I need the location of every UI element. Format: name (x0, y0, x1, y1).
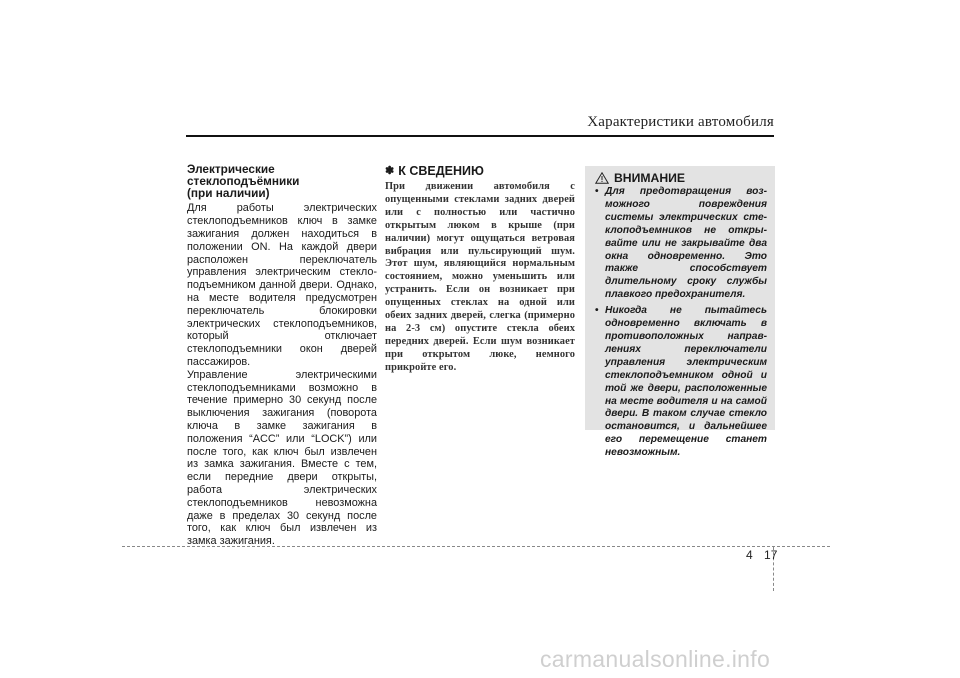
warning-box (585, 166, 775, 459)
bullet-icon: • (595, 305, 599, 317)
warning-item-text: Никогда не пытайтесь одновременно включать в противоположных направ-лениях переключатели управления электрическим стеклоподъемником одной и той же двери, расположенные на месте водителя и на самой двери. В таком случае стекло остановится, и дальнейшее его перемещение станет невозможным. (605, 305, 767, 459)
section-number: 4 (746, 548, 753, 562)
heading-line: (при наличии) (187, 185, 270, 200)
watermark: carmanualsonline.info (540, 646, 771, 672)
warning-title (595, 171, 767, 185)
notice-title-text: К СВЕДЕНИЮ (398, 164, 484, 178)
asterisk-icon: ✽ (385, 165, 395, 177)
body-paragraph: Управление электрическими стеклоподъемниками возможно в течение примерно 30 секунд после выключения зажигания (поворота ключа в замке зажигания в положения “ACC” или “LOCK”) или после того, как ключ был извлечен из замка зажигания. Вместе с тем, если передние двери открыты, работа электрических стеклоподъемников невозможна даже в пределах 30 секунд после того, как ключ был извлечен из замка зажигания. (187, 368, 377, 548)
bullet-icon: • (595, 186, 599, 197)
body-paragraph: Для работы электрических стеклоподъемников ключ в замке зажигания должен находиться в положении ON. На каждой двери расположен переключатель управления электрическим стекло-подъемником данной двери. Однако, на месте водителя предусмотрен переключатель блокировки электрических стеклоподъемников, который отключает стеклоподъемники окон дверей пассажиров. (187, 202, 377, 368)
header-rule (186, 135, 774, 137)
notice-column (385, 164, 575, 375)
notice-body: При движении автомобиля с опущенными стеклами задних дверей или с полностью или частично открытым люком в крыше (при наличии) могут ощущаться ветровая вибрация или пульсирующий шум. Этот шум, являющийся нормальным состоянием, можно уменьшить или устранить. Если он возникает при опущенных стеклах на одной или обеих задних дверей, слегка (примерно на 2-3 см) опустите стекла обеих передних дверей. Если шум возникает при открытом люке, немного прикройте его. (385, 181, 575, 373)
page-number (746, 548, 777, 562)
warning-title-text: ВНИМАНИЕ (614, 171, 686, 185)
warning-item (595, 186, 767, 302)
section-heading (187, 164, 377, 199)
page-number-value: 17 (764, 548, 778, 562)
footer-dashed-rule (122, 546, 830, 547)
warning-item-text: Для предотвращения воз-можного повреждения системы электрических сте-клоподъемников не откры-вайте или не закрывайте два окна одновременно. Это также способствует длительному сроку службы плавкого предохранителя. (605, 186, 767, 301)
notice-title (385, 164, 575, 178)
warning-triangle-icon (595, 172, 609, 184)
power-windows-column (187, 164, 377, 548)
warning-list (595, 186, 767, 460)
heading-line: Электрические (187, 162, 275, 176)
header-title: Характеристики автомобиля (587, 114, 774, 130)
heading-line: стеклоподъёмники (187, 173, 300, 188)
warning-item (595, 305, 767, 460)
